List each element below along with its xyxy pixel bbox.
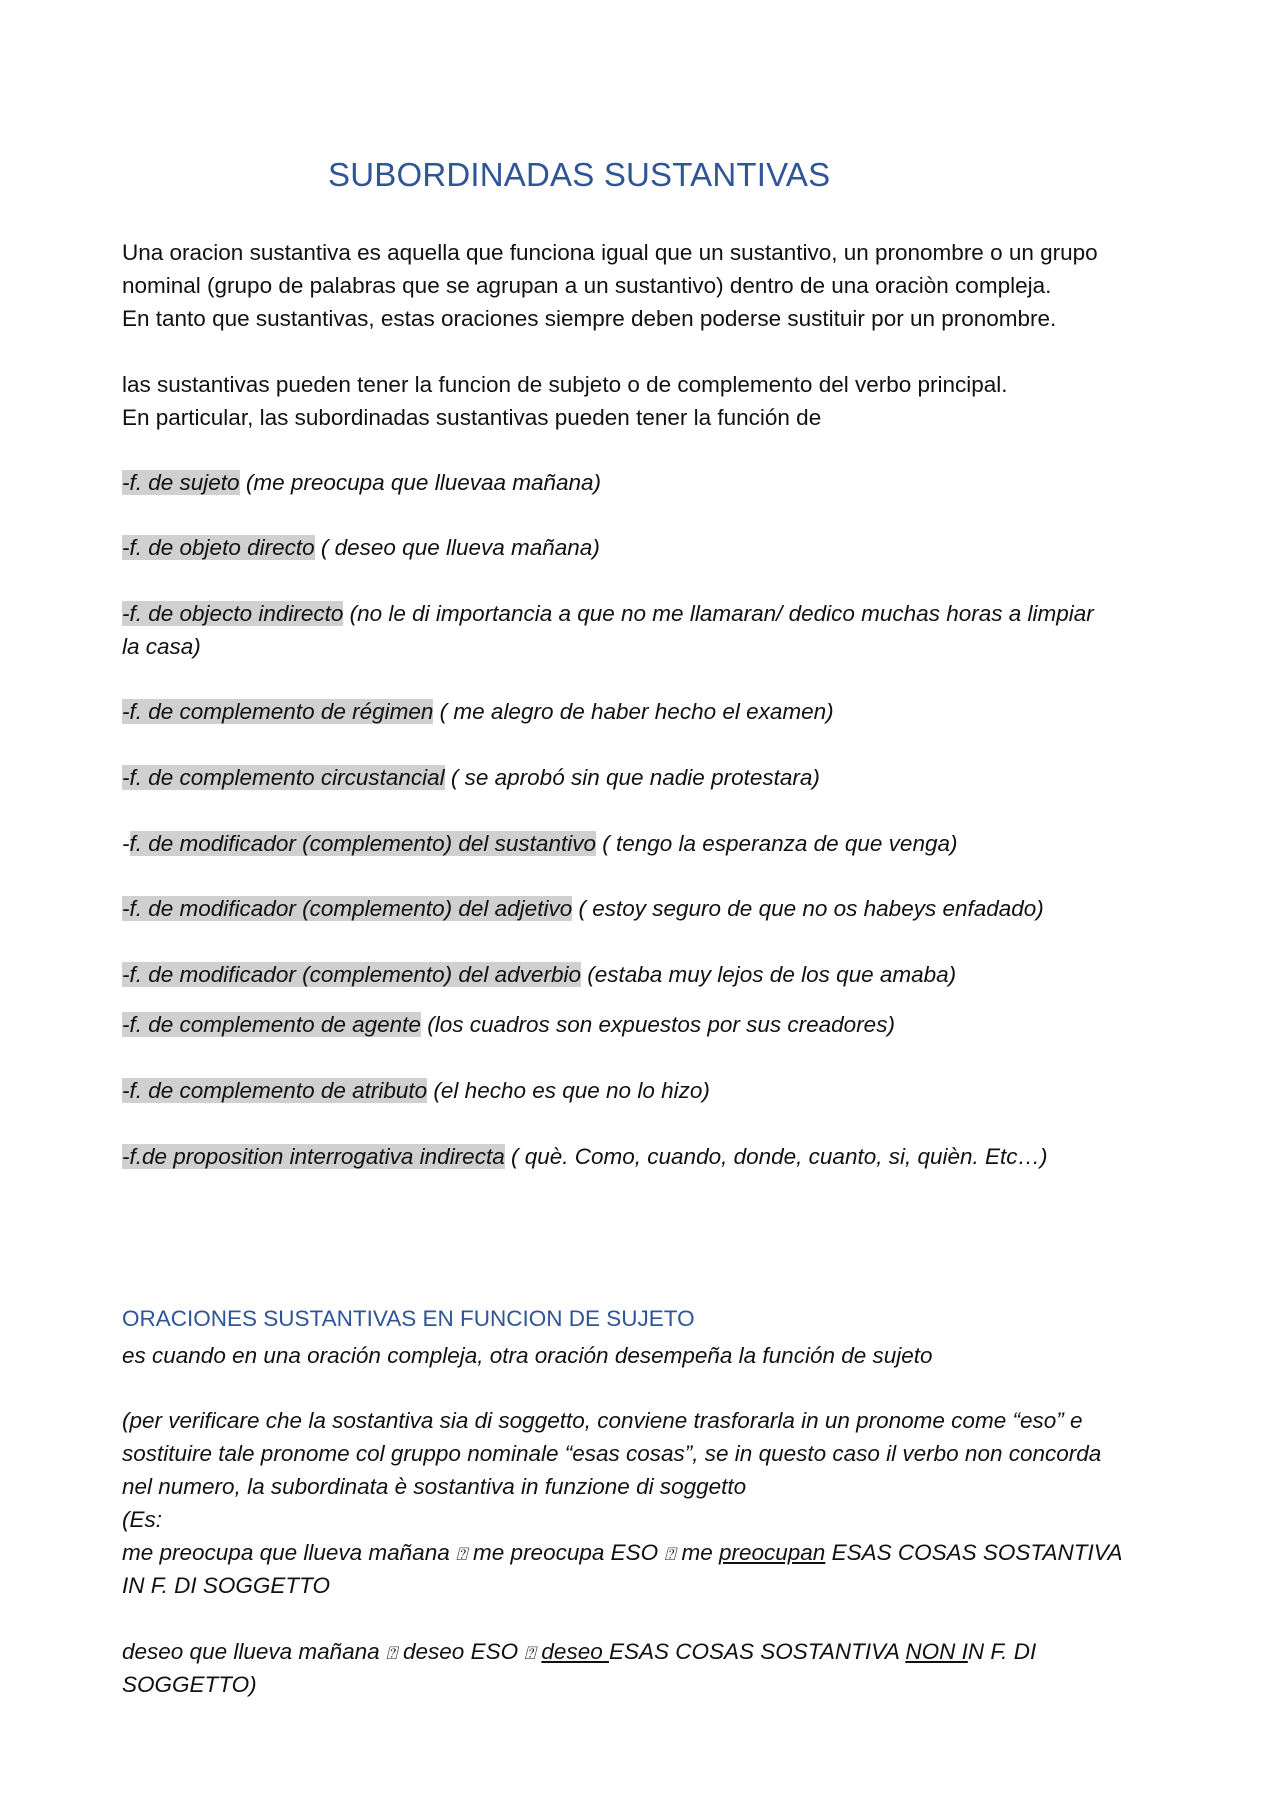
note-line: (per verificare che la sostantiva sia di soggetto, conviene trasforarla in un pronome come “eso” e — [122, 1408, 1083, 1433]
function-item — [122, 892, 1172, 925]
function-item — [122, 1074, 1172, 1107]
function-label: -f. de modificador (complemento) del adjetivo — [122, 896, 573, 921]
function-label: -f. de objeto directo — [122, 535, 315, 560]
intro-line: En tanto que sustantivas, estas oraciones siempre deben poderse sustituir por un pronombre. — [122, 306, 1057, 331]
example-text: deseo que llueva mañana — [122, 1639, 386, 1664]
function-example: ( tengo la esperanza de que venga) — [595, 831, 958, 856]
example-text: me preocupa que llueva mañana — [122, 1540, 456, 1565]
arrow-icon: ⍰ — [664, 1544, 676, 1564]
function-label: -f. de complemento de régimen — [122, 699, 434, 724]
function-example: (el hecho es que no lo hizo) — [427, 1078, 710, 1103]
example-text: N F. DI — [967, 1639, 1037, 1664]
function-item — [122, 1008, 1172, 1041]
example-line — [122, 1635, 1172, 1670]
function-prefix: - — [122, 831, 130, 856]
example-underlined: NON I — [905, 1639, 968, 1664]
function-label: f. de modificador (complemento) del sustantivo — [129, 831, 596, 856]
example-text: ESAS COSAS SOSTANTIVA — [825, 1540, 1123, 1565]
section-definition: es cuando en una oración compleja, otra oración desempeña la función de sujeto — [122, 1343, 933, 1368]
section-heading: ORACIONES SUSTANTIVAS EN FUNCION DE SUJETO — [122, 1306, 695, 1331]
function-item — [122, 827, 1172, 860]
arrow-icon: ⍰ — [455, 1544, 467, 1564]
function-label: -f. de sujeto — [122, 470, 240, 495]
intro-line: Una oracion sustantiva es aquella que funciona igual que un sustantivo, un pronombre o un grupo — [122, 240, 1098, 265]
function-example: (estaba muy lejos de los que amaba) — [580, 962, 957, 987]
example-line: IN F. DI SOGGETTO — [122, 1573, 330, 1598]
note-line: nel numero, la subordinata è sostantiva in funzione di soggetto — [122, 1474, 747, 1499]
function-item — [122, 958, 1172, 991]
intro-line: las sustantivas pueden tener la funcion de subjeto o de complemento del verbo principal. — [122, 372, 1008, 397]
function-item-continuation: la casa) — [122, 634, 201, 659]
function-label: -f.de proposition interrogativa indirecta — [122, 1144, 505, 1169]
function-label: -f. de complemento de agente — [122, 1012, 421, 1037]
function-label: -f. de complemento circustancial — [122, 765, 445, 790]
arrow-icon: ⍰ — [524, 1643, 536, 1663]
function-item — [122, 597, 1172, 630]
intro-line: En particular, las subordinadas sustantivas pueden tener la función de — [122, 405, 822, 430]
example-label: (Es: — [122, 1507, 163, 1532]
function-label: -f. de complemento de atributo — [122, 1078, 428, 1103]
function-label: -f. de modificador (complemento) del adverbio — [122, 962, 581, 987]
intro-line: nominal (grupo de palabras que se agrupan a un sustantivo) dentro de una oraciòn compleja. — [122, 273, 1052, 298]
function-example: (no le di importancia a que no me llamaran/ dedico muchas horas a limpiar — [343, 601, 1094, 626]
function-example: ( què. Como, cuando, donde, cuanto, si, quièn. Etc…) — [504, 1144, 1048, 1169]
page-title: SUBORDINADAS SUSTANTIVAS — [328, 156, 831, 193]
function-example: ( me alegro de haber hecho el examen) — [433, 699, 834, 724]
function-item — [122, 695, 1172, 728]
example-text: me — [675, 1540, 719, 1565]
function-example: (me preocupa que lluevaa mañana) — [239, 470, 602, 495]
example-text: deseo ESO — [396, 1639, 525, 1664]
example-line — [122, 1536, 1172, 1571]
function-item — [122, 531, 1172, 564]
function-item — [122, 1140, 1172, 1173]
function-item — [122, 466, 1172, 499]
arrow-icon: ⍰ — [385, 1643, 397, 1663]
example-text: ESAS COSAS SOSTANTIVA — [608, 1639, 906, 1664]
example-underlined: preocupan — [718, 1540, 826, 1565]
example-text: me preocupa ESO — [466, 1540, 665, 1565]
function-example: ( deseo que llueva mañana) — [314, 535, 600, 560]
example-underlined: deseo — [541, 1639, 609, 1664]
note-line: sostituire tale pronome col gruppo nominale “esas cosas”, se in questo caso il verbo non concorda — [122, 1441, 1102, 1466]
function-example: (los cuadros son expuestos por sus creadores) — [420, 1012, 895, 1037]
function-label: -f. de objecto indirecto — [122, 601, 344, 626]
function-item — [122, 761, 1172, 794]
example-line: SOGGETTO) — [122, 1672, 257, 1697]
function-example: ( se aprobó sin que nadie protestara) — [444, 765, 820, 790]
function-example: ( estoy seguro de que no os habeys enfadado) — [572, 896, 1044, 921]
